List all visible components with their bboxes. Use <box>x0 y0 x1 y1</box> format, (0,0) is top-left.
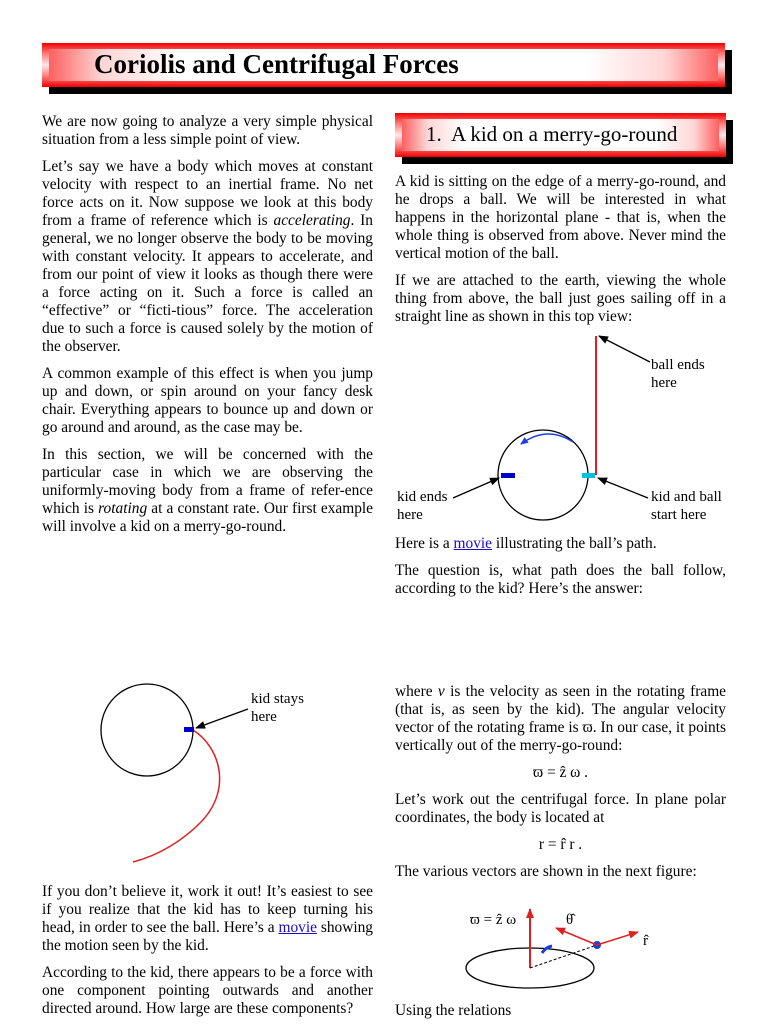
earth-view-paragraph: If we are attached to the earth, viewing the whole thing from above, the ball just goes sailing off in a straight line as shown in this top view: <box>395 272 726 325</box>
kid-view-circle <box>101 684 193 776</box>
movie-paragraph: Here is a movie illustrating the ball’s path. <box>395 535 657 552</box>
r-hat-label: r̂ <box>643 933 648 949</box>
label-kid-ends-here: here <box>397 507 423 523</box>
label-kid-stays-here: here <box>251 709 277 725</box>
force-components-paragraph: According to the kid, there appears to be a force with one component pointing outwards and another directed around. How large are these components? <box>42 964 373 1017</box>
intro-paragraph-4: In this section, we will be concerned with the particular case in which we are observing the uniformly-moving body from a frame of refer-ence which is rotating at a constant rate. Our first example will involve a kid on a merry-go-round. <box>42 446 373 535</box>
kid-view-ball-path <box>133 730 220 862</box>
kid-ball-start-pointer <box>598 478 648 498</box>
r-hat-vector <box>597 932 638 945</box>
kid-stays-pointer <box>196 709 248 728</box>
page-title: Coriolis and Centrifugal Forces <box>94 49 459 79</box>
ball-start-marker <box>582 473 595 478</box>
label-kid-and-ball: kid and ball <box>651 489 722 505</box>
label-kid-ends: kid ends <box>397 489 448 505</box>
velocity-symbol: v <box>437 683 445 700</box>
label-ball-ends-here: here <box>651 375 677 391</box>
movie-link-2[interactable]: movie <box>278 919 317 936</box>
omega-equation: ϖ = ẑ ω . <box>532 764 588 781</box>
theta-hat-label: θ̂ <box>566 912 574 928</box>
kid-ends-pointer <box>453 478 499 498</box>
vectors-paragraph: The various vectors are shown in the next figure: <box>395 863 697 880</box>
top-view-figure <box>395 330 735 530</box>
question-paragraph: The question is, what path does the ball follow, according to the kid? Here’s the answer: <box>395 562 726 597</box>
section-banner <box>395 113 726 157</box>
intro-paragraph-2: Let’s say we have a body which moves at constant velocity with respect to an inertial frame. No net force acts on it. Now suppose we look at this body from a frame of reference which is accelerating. In general, we no longer observe the body to be moving with constant velocity. It appears to accelerate, and from our point of view it looks as though there were a force acting on it. Such a force is called an “effective” or “ficti-tious” force. The acceleration due to such a force is caused solely by the motion of the observer. <box>42 158 373 355</box>
kid-paragraph: A kid is sitting on the edge of a merry-go-round, and he drops a ball. We will be interested in what happens in the horizontal plane - that is, when the whole thing is observed from above. Never mind the vertical motion of the ball. <box>395 173 726 262</box>
kid-end-marker <box>501 473 515 478</box>
vectors-figure <box>460 905 660 995</box>
title-banner <box>42 43 725 87</box>
intro-paragraph-1: We are now going to analyze a very simple physical situation from a less simple point of view. <box>42 113 373 148</box>
left-column-bottom <box>42 883 373 1027</box>
movie-link-1[interactable]: movie <box>453 535 493 552</box>
section-heading: 1. A kid on a merry-go-round <box>426 122 678 146</box>
right-column-end <box>395 1002 726 1029</box>
omega-label: ϖ = ẑ ω <box>470 912 517 928</box>
kid-view-figure <box>95 675 335 875</box>
label-start-here: start here <box>651 507 707 523</box>
relations-paragraph: Using the relations <box>395 1002 512 1019</box>
intro-paragraph-3: A common example of this effect is when you jump up and down, or spin around on your fancy desk chair. Everything appears to bounce up and down or go around and around, as the case may be. <box>42 365 373 436</box>
right-column-bottom <box>395 683 726 890</box>
believe-paragraph: If you don’t believe it, work it out! It’s easiest to see if you realize that the kid has to keep turning his head, in order to see the ball. Here’s a movie showing the motion seen by the kid. <box>42 883 373 954</box>
intro-column <box>42 113 373 545</box>
centrifugal-paragraph: Let’s work out the centrifugal force. In plane polar coordinates, the body is located at <box>395 791 726 826</box>
right-column-middle <box>395 535 726 607</box>
kid-position-marker <box>184 727 194 732</box>
label-ball-ends: ball ends <box>651 357 705 373</box>
ball-ends-pointer <box>599 336 650 362</box>
label-kid-stays: kid stays <box>251 691 304 707</box>
position-equation: r = r̂ r . <box>538 836 583 853</box>
velocity-paragraph: where v is the velocity as seen in the rotating frame (that is, as seen by the kid). The angular velocity vector of the rotating frame is ϖ. In our case, it points vertically out of the merry-go-round: <box>395 683 727 754</box>
theta-hat-vector <box>556 928 597 945</box>
right-column-top <box>395 173 726 335</box>
